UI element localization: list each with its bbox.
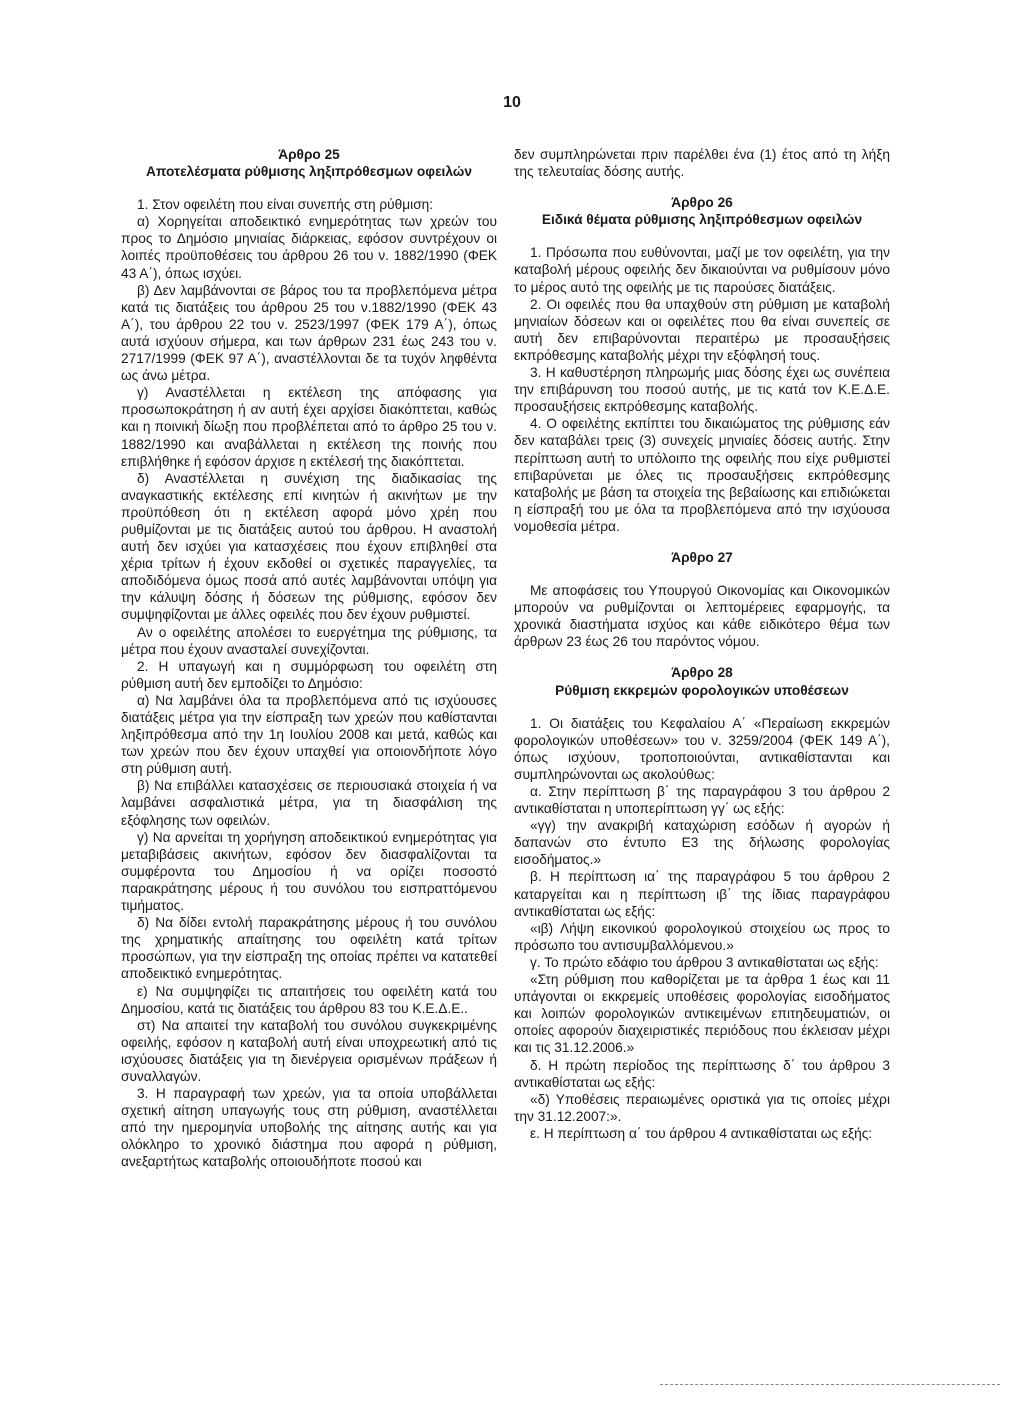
page-number: 10 <box>503 94 521 111</box>
paragraph: «ιβ) Λήψη εικονικού φορολογικού στοιχείου ως προς το πρόσωπο του αντισυμβαλλόμενου.» <box>514 920 890 953</box>
paragraph: δ) Να δίδει εντολή παρακράτησης μέρους ή του συνόλου της χρηματικής απαίτησης του οφειλέτη κατά τρίτων προσώπων, για την είσπραξη της οποίας πρέπει να κατατεθεί αποδεικτικό ενημερότητας. <box>121 915 497 982</box>
article-25-label: Άρθρο 25 <box>278 147 340 162</box>
paragraph: β) Να επιβάλλει κατασχέσεις σε περιουσιακά στοιχεία ή να λαμβάνει ασφαλιστικά μέτρα, για τη διασφάλιση της εξόφλησης των οφειλών. <box>121 778 497 828</box>
paragraph: Με αποφάσεις του Υπουργού Οικονομίας και Οικονομικών μπορούν να ρυθμίζονται οι λεπτομέρειες εφαρμογής, τα χρονικά διαστήματα ισχύος και κάθε ειδικότερο θέμα των άρθρων 23 έως 26 του παρόντος νόμου. <box>514 583 890 650</box>
paragraph: «Στη ρύθμιση που καθορίζεται με τα άρθρα 1 έως και 11 υπάγονται οι εκκρεμείς υποθέσεις φορολογίας εισοδήματος και λοιπών φορολογικών αντικειμένων επιτηδευματιών, οι οποίες αφορούν διαχειριστικές περιόδους που έκλεισαν μέχρι και τις 31.12.2006.» <box>514 972 890 1056</box>
paragraph: δ. Η πρώτη περίοδος της περίπτωσης δ΄ του άρθρου 3 αντικαθίσταται ως εξής: <box>514 1057 890 1090</box>
footer-divider <box>660 1384 1000 1385</box>
paragraph: 1. Στον οφειλέτη που είναι συνεπής στη ρύθμιση: <box>137 197 434 213</box>
article-28-title: Ρύθμιση εκκρεμών φορολογικών υποθέσεων <box>555 682 849 698</box>
paragraph: γ) Να αρνείται τη χορήγηση αποδεικτικού ενημερότητας για μεταβιβάσεις ακινήτων, εφόσον δεν διασφαλίζονται τα συμφέροντα του Δημοσίου ή να ορίζει ποσοστό παρακράτησης μέρους ή του συνόλου του εισπραττόμενου τιμήματος. <box>121 829 497 914</box>
right-column <box>514 146 890 1142</box>
article-28-label: Άρθρο 28 <box>671 665 733 681</box>
article-27-label: Άρθρο 27 <box>671 549 733 565</box>
article-25-title: Αποτελέσματα ρύθμισης ληξιπρόθεσμων οφειλών <box>146 164 472 180</box>
paragraph: ε) Να συμψηφίζει τις απαιτήσεις του οφειλέτη κατά του Δημοσίου, κατά τις διατάξεις του άρθρου 83 του Κ.Ε.Δ.Ε.. <box>121 983 497 1016</box>
paragraph: «δ) Υποθέσεις περαιωμένες οριστικά για τις οποίες μέχρι την 31.12.2007:». <box>514 1091 890 1124</box>
article-26-title: Ειδικά θέματα ρύθμισης ληξιπρόθεσμων οφειλών <box>541 212 863 228</box>
paragraph: β. Η περίπτωση ια΄ της παραγράφου 5 του άρθρου 2 καταργείται και η περίπτωση ιβ΄ της ίδιας παραγράφου αντικαθίσταται ως εξής: <box>514 869 890 919</box>
paragraph: 2. Η υπαγωγή και η συμμόρφωση του οφειλέτη στη ρύθμιση αυτή δεν εμποδίζει το Δημόσιο: <box>121 658 497 691</box>
paragraph: 1. Οι διατάξεις του Κεφαλαίου Α΄ «Περαίωση εκκρεμών φορολογικών υποθέσεων» του ν. 3259/2004 (ΦΕΚ 149 Α΄), όπως ισχύουν, τροποποιούνται, αντικαθίστανται και συμπληρώνονται ως ακολούθως: <box>514 715 890 782</box>
article-26-label: Άρθρο 26 <box>671 195 733 211</box>
paragraph: α. Στην περίπτωση β΄ της παραγράφου 3 του άρθρου 2 αντικαθίσταται η υποπερίπτωση γγ΄ ως εξής: <box>514 784 890 817</box>
paragraph: γ) Αναστέλλεται η εκτέλεση της απόφασης για προσωποκράτηση ή αν αυτή έχει αρχίσει διακόπτεται, καθώς και η ποινική δίωξη που προβλέπεται από το άρθρο 25 του ν. 1882/1990 και αναβάλλεται η εκτέλεση της ποινής που επιβλήθηκε ή εφόσον άρχισε η εκτέλεσή της διακόπτεται. <box>121 385 497 469</box>
paragraph: 1. Πρόσωπα που ευθύνονται, μαζί με τον οφειλέτη, για την καταβολή μέρους οφειλής δεν δικαιούνται να ρυθμίσουν μόνο το μέρος αυτό της οφειλής με τις παρούσες διατάξεις. <box>514 245 890 295</box>
paragraph: β) Δεν λαμβάνονται σε βάρος του τα προβλεπόμενα μέτρα κατά τις διατάξεις του άρθρου 25 του ν.1882/1990 (ΦΕΚ 43 Α΄), του άρθρου 22 του ν. 2523/1997 (ΦΕΚ 179 Α΄), όπως αυτά ισχύουν σήμερα, και των άρθρων 231 έως 243 του ν. 2717/1999 (ΦΕΚ 97 Α΄), αναστέλλονται δε τα τυχόν ληφθέντα ως άνω μέτρα. <box>121 282 497 384</box>
paragraph: δ) Αναστέλλεται η συνέχιση της διαδικασίας της αναγκαστικής εκτέλεσης επί κινητών ή ακινήτων με την προϋπόθεση ότι η εκτέλεση αφορά μόνο χρέη που ρυθμίζονται με τις διατάξεις αυτού του άρθρου. Η αναστολή αυτή δεν ισχύει για κατασχέσεις που έχουν επιβληθεί στα χέρια τρίτων ή έχουν εκδοθεί οι σχετικές παραγγελίες, τα αποδιδόμενα όμως ποσά από αυτές λαμβάνονται υπόψη για την κάλυψη δόσης ή δόσεων της ρύθμισης, εφόσον δεν συμψηφίζονται με άλλες οφειλές που δεν έχουν ρυθμιστεί. <box>121 470 497 623</box>
paragraph: 4. Ο οφειλέτης εκπίπτει του δικαιώματος της ρύθμισης εάν δεν καταβάλει τρεις (3) συνεχείς μηνιαίες δόσεις αυτής. Στην περίπτωση αυτή το υπόλοιπο της οφειλής που είχε ρυθμιστεί επιβαρύνεται με όλες τις προσαυξήσεις εκπρόθεσμης καταβολής με βάση τα στοιχεία της βεβαίωσης και επιδιώκεται η είσπραξή του με όλα τα προβλεπόμενα από την ισχύουσα νομοθεσία μέτρα. <box>514 416 890 534</box>
paragraph: ε. Η περίπτωση α΄ του άρθρου 4 αντικαθίσταται ως εξής: <box>530 1125 873 1141</box>
paragraph: Αν ο οφειλέτης απολέσει το ευεργέτημα της ρύθμισης, τα μέτρα που έχουν ανασταλεί συνεχίζονται. <box>121 624 497 657</box>
paragraph: στ) Να απαιτεί την καταβολή του συνόλου συγκεκριμένης οφειλής, εφόσον η καταβολή αυτή είναι υποχρεωτική από τις ισχύουσες διατάξεις για τη διενέργεια ορισμένων πράξεων ή συναλλαγών. <box>121 1017 497 1084</box>
paragraph: «γγ) την ανακριβή καταχώριση εσόδων ή αγορών ή δαπανών στο έντυπο Ε3 της δήλωσης φορολογίας εισοδήματος.» <box>514 818 890 868</box>
paragraph: 3. Η παραγραφή των χρεών, για τα οποία υποβάλλεται σχετική αίτηση υπαγωγής τους στη ρύθμιση, αναστέλλεται από την ημερομηνία υποβολής της αίτησης αυτής και για ολόκληρο το χρονικό διάστημα που αφορά η ρύθμιση, ανεξαρτήτως καταβολής οποιουδήποτε ποσού και <box>121 1086 497 1170</box>
paragraph: γ. Το πρώτο εδάφιο του άρθρου 3 αντικαθίσταται ως εξής: <box>530 954 879 970</box>
paragraph: α) Να λαμβάνει όλα τα προβλεπόμενα από τις ισχύουσες διατάξεις μέτρα για την είσπραξη των χρεών που καθίστανται ληξιπρόθεσμα από την 1η Ιουλίου 2008 και μετά, καθώς και των χρεών που δεν έχουν υπαχθεί για οποιονδήποτε λόγο στη ρύθμιση αυτή. <box>121 692 497 777</box>
paragraph: 2. Οι οφειλές που θα υπαχθούν στη ρύθμιση με καταβολή μηνιαίων δόσεων και οι οφειλέτες που θα είναι συνεπείς σε αυτή δεν επιβαρύνονται περαιτέρω με προσαυξήσεις εκπρόθεσμης καταβολής μέχρι την εξόφλησή τους. <box>514 296 890 363</box>
paragraph: α) Χορηγείται αποδεικτικό ενημερότητας των χρεών του προς το Δημόσιο μηνιαίας διάρκειας, εφόσον συντρέχουν οι λοιπές προϋποθέσεις του άρθρου 26 του ν. 1882/1990 (ΦΕΚ 43 Α΄), όπως ισχύει. <box>121 214 497 281</box>
continued-paragraph: δεν συμπληρώνεται πριν παρέλθει ένα (1) έτος από τη λήξη της τελευταίας δόσης αυτής. <box>514 147 890 180</box>
left-column <box>121 146 497 1171</box>
paragraph: 3. Η καθυστέρηση πληρωμής μιας δόσης έχει ως συνέπεια την επιβάρυνση του ποσού αυτής, με τις κατά τον Κ.Ε.Δ.Ε. προσαυξήσεις εκπρόθεσμης καταβολής. <box>514 365 890 415</box>
